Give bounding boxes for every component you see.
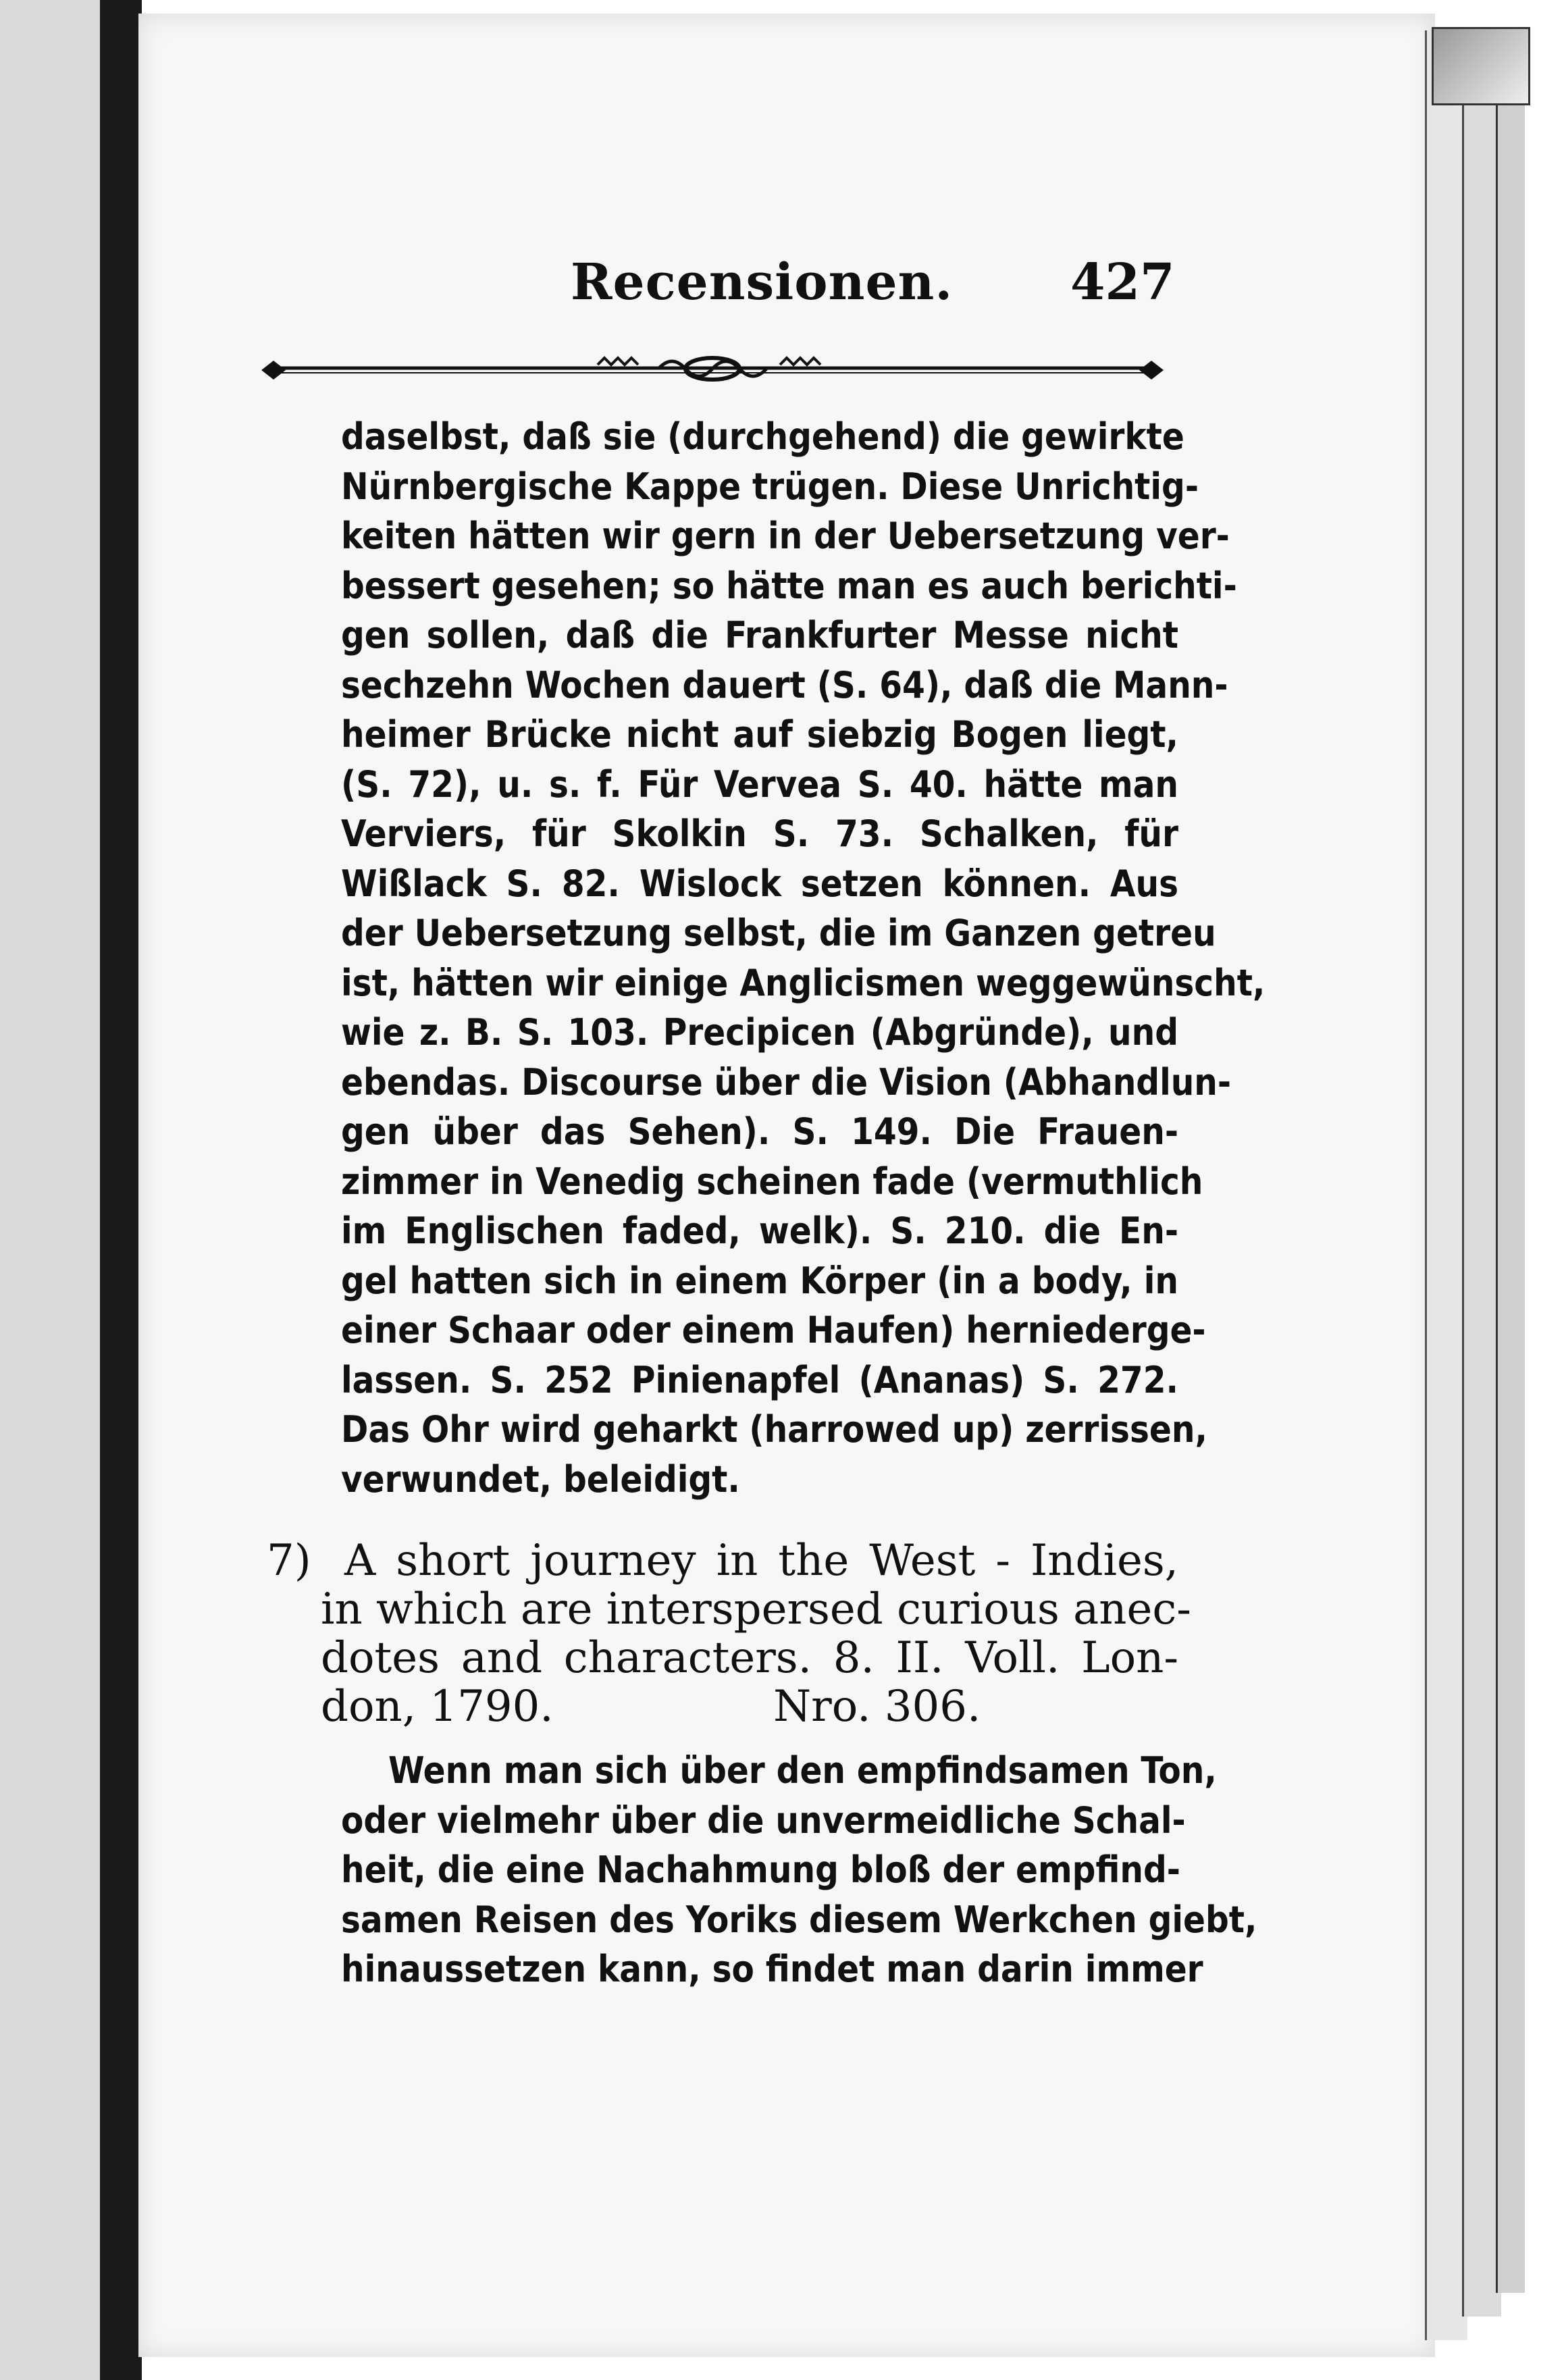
page-number: 427 (1070, 253, 1175, 311)
text-line: ist, hätten wir einige Anglicismen weggewünscht, (341, 961, 1266, 1004)
book-gutter (100, 0, 142, 2380)
text-line: heimer Brücke nicht auf siebzig Bogen liegt, (341, 713, 1178, 756)
text-line: gen sollen, daß die Frankfurter Messe nicht (341, 614, 1178, 656)
text-line: sechzehn Wochen dauert (S. 64), daß die Mann- (341, 663, 1228, 706)
page-edge (1496, 51, 1525, 2293)
entry-line: dotes and characters. 8. II. Voll. Lon- (321, 1633, 1178, 1683)
text-line: zimmer in Venedig scheinen fade (vermuthlich (341, 1160, 1203, 1203)
text-line: ebendas. Discourse über die Vision (Abhandlun- (341, 1060, 1232, 1104)
facing-page-edge (0, 0, 101, 2380)
entry-line: in which are interspersed curious anec- (321, 1584, 1191, 1634)
text-line: Nürnbergische Kappe trügen. Diese Unrichtig- (341, 465, 1199, 508)
page-corner (1432, 27, 1530, 105)
book-entry (267, 1536, 1191, 1732)
text-line: Verviers, für Skolkin S. 73. Schalken, für (341, 812, 1178, 855)
text-line: (S. 72), u. s. f. Für Vervea S. 40. hätte man (341, 762, 1178, 806)
running-head (571, 253, 1178, 328)
text-line: gel hatten sich in einem Körper (in a body, in (341, 1259, 1178, 1302)
review-text-continued (341, 412, 1266, 1504)
entry-line: A short journey in the West - Indies, (344, 1536, 1178, 1586)
text-line: hinaussetzen kann, so findet man darin immer (341, 1948, 1203, 1990)
text-line: keiten hätten wir gern in der Uebersetzung ver- (341, 515, 1230, 557)
entry-line: don, 1790. Nro. 306. (321, 1682, 981, 1732)
text-line: Wißlack S. 82. Wislock setzen können. Aus (341, 862, 1178, 905)
text-line: gen über das Sehen). S. 149. Die Frauen- (341, 1110, 1178, 1153)
text-line: einer Schaar oder einem Haufen) herniederge- (341, 1309, 1206, 1351)
text-line: der Uebersetzung selbst, die im Ganzen getreu (341, 912, 1216, 954)
running-title: Recensionen. (571, 253, 954, 311)
text-line: lassen. S. 252 Pinienapfel (Ananas) S. 272. (341, 1358, 1178, 1401)
text-line: verwundet, beleidigt. (341, 1457, 740, 1501)
text-line: im Englischen faded, welk). S. 210. die En- (341, 1210, 1178, 1252)
text-line: Wenn man sich über den empfindsamen Ton, (388, 1749, 1217, 1792)
ornamental-rule (260, 351, 1165, 385)
text-line: bessert gesehen; so hätte man es auch berichti- (341, 564, 1237, 607)
text-line: wie z. B. S. 103. Precipicen (Abgründe), und (341, 1011, 1178, 1054)
text-line: daselbst, daß sie (durchgehend) die gewirkte (341, 415, 1184, 458)
text-line: heit, die eine Nachahmung bloß der empfind- (341, 1848, 1180, 1891)
text-line: samen Reisen des Yoriks diesem Werkchen giebt, (341, 1898, 1257, 1941)
review-text (341, 1746, 1257, 1994)
entry-number: 7) (267, 1536, 311, 1586)
text-line: Das Ohr wird geharkt (harrowed up) zerrissen, (341, 1408, 1207, 1451)
page-edge (1425, 30, 1467, 2340)
text-line: oder vielmehr über die unvermeidliche Schal- (341, 1799, 1186, 1842)
